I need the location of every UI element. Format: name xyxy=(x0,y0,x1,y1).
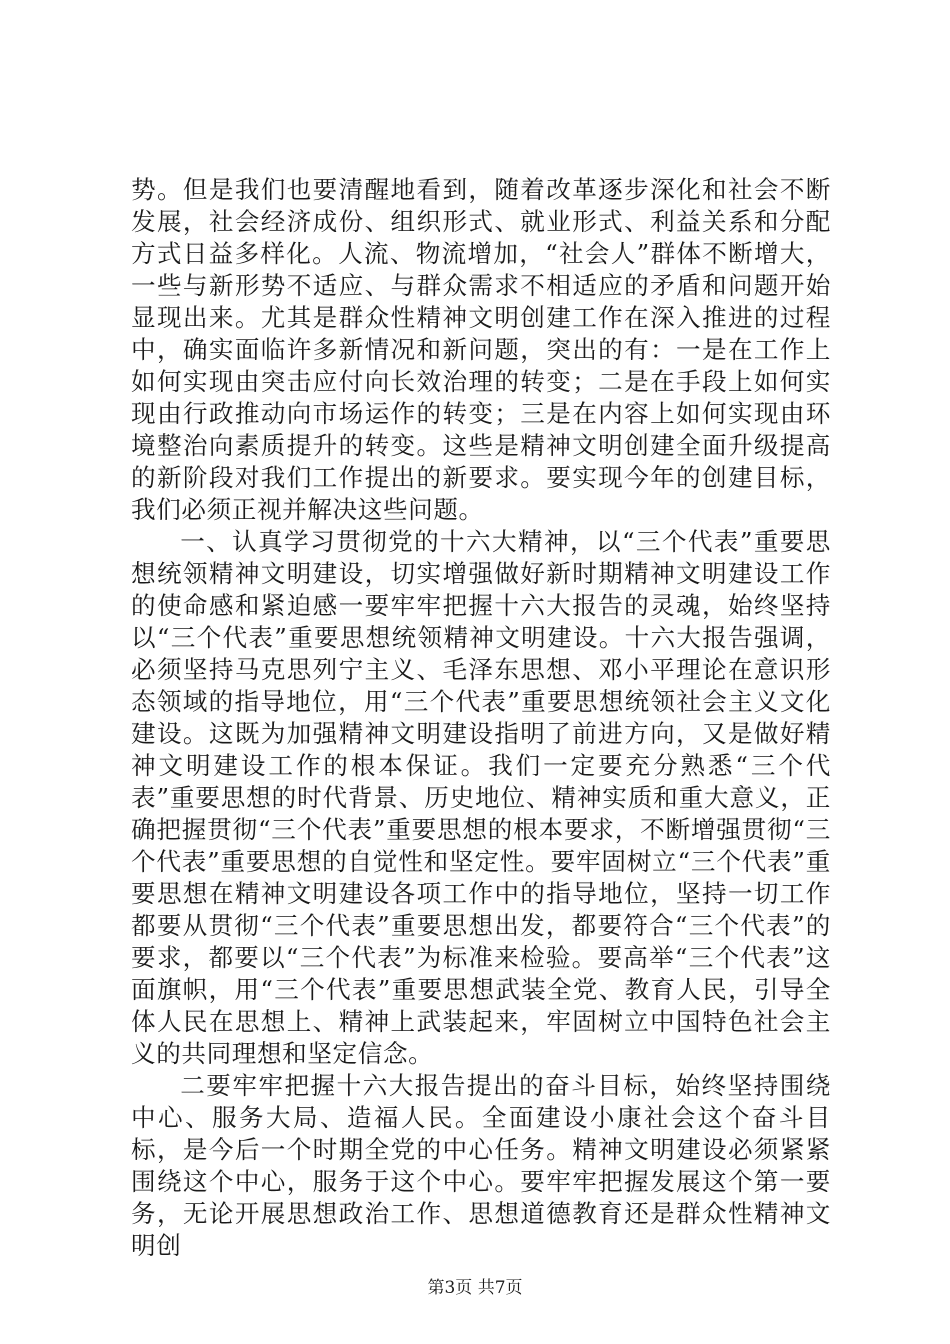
page-number-footer: 第3页 共7页 xyxy=(427,1278,523,1298)
document-body xyxy=(131,174,831,1262)
paragraph-section-one: 一、认真学习贯彻党的十六大精神，以“三个代表”重要思想统领精神文明建设，切实增强做好新时期精神文明建设工作的使命感和紧迫感一要牢牢把握十六大报告的灵魂，始终坚持以“三个代表”重要思想统领精神文明建设。十六大报告强调，必须坚持马克思列宁主义、毛泽东思想、邓小平理论在意识形态领域的指导地位，用“三个代表”重要思想统领社会主义文化建设。这既为加强精神文明建设指明了前进方向，又是做好精神文明建设工作的根本保证。我们一定要充分熟悉“三个代表”重要思想的时代背景、历史地位、精神实质和重大意义，正确把握贯彻“三个代表”重要思想的根本要求，不断增强贯彻“三个代表”重要思想的自觉性和坚定性。要牢固树立“三个代表”重要思想在精神文明建设各项工作中的指导地位，坚持一切工作都要从贯彻“三个代表”重要思想出发，都要符合“三个代表”的要求，都要以“三个代表”为标准来检验。要高举“三个代表”这面旗帜，用“三个代表”重要思想武装全党、教育人民，引导全体人民在思想上、精神上武装起来，牢固树立中国特色社会主义的共同理想和坚定信念。 xyxy=(131,527,831,1068)
paragraph-section-two: 二要牢牢把握十六大报告提出的奋斗目标，始终坚持围绕中心、服务大局、造福人民。全面建设小康社会这个奋斗目标，是今后一个时期全党的中心任务。精神文明建设必须紧紧围绕这个中心，服务于这个中心。要牢牢把握发展这个第一要务，无论开展思想政治工作、思想道德教育还是群众性精神文明创 xyxy=(131,1071,831,1260)
paragraph-continuation: 势。但是我们也要清醒地看到，随着改革逐步深化和社会不断发展，社会经济成份、组织形式、就业形式、利益关系和分配方式日益多样化。人流、物流增加，“社会人”群体不断增大，一些与新形势不适应、与群众需求不相适应的矛盾和问题开始显现出来。尤其是群众性精神文明创建工作在深入推进的过程中，确实面临许多新情况和新问题，突出的有：一是在工作上如何实现由突击应付向长效治理的转变；二是在手段上如何实现由行政推动向市场运作的转变；三是在内容上如何实现由环境整治向素质提升的转变。这些是精神文明创建全面升级提高的新阶段对我们工作提出的新要求。要实现今年的创建目标，我们必须正视并解决这些问题。 xyxy=(131,175,831,524)
